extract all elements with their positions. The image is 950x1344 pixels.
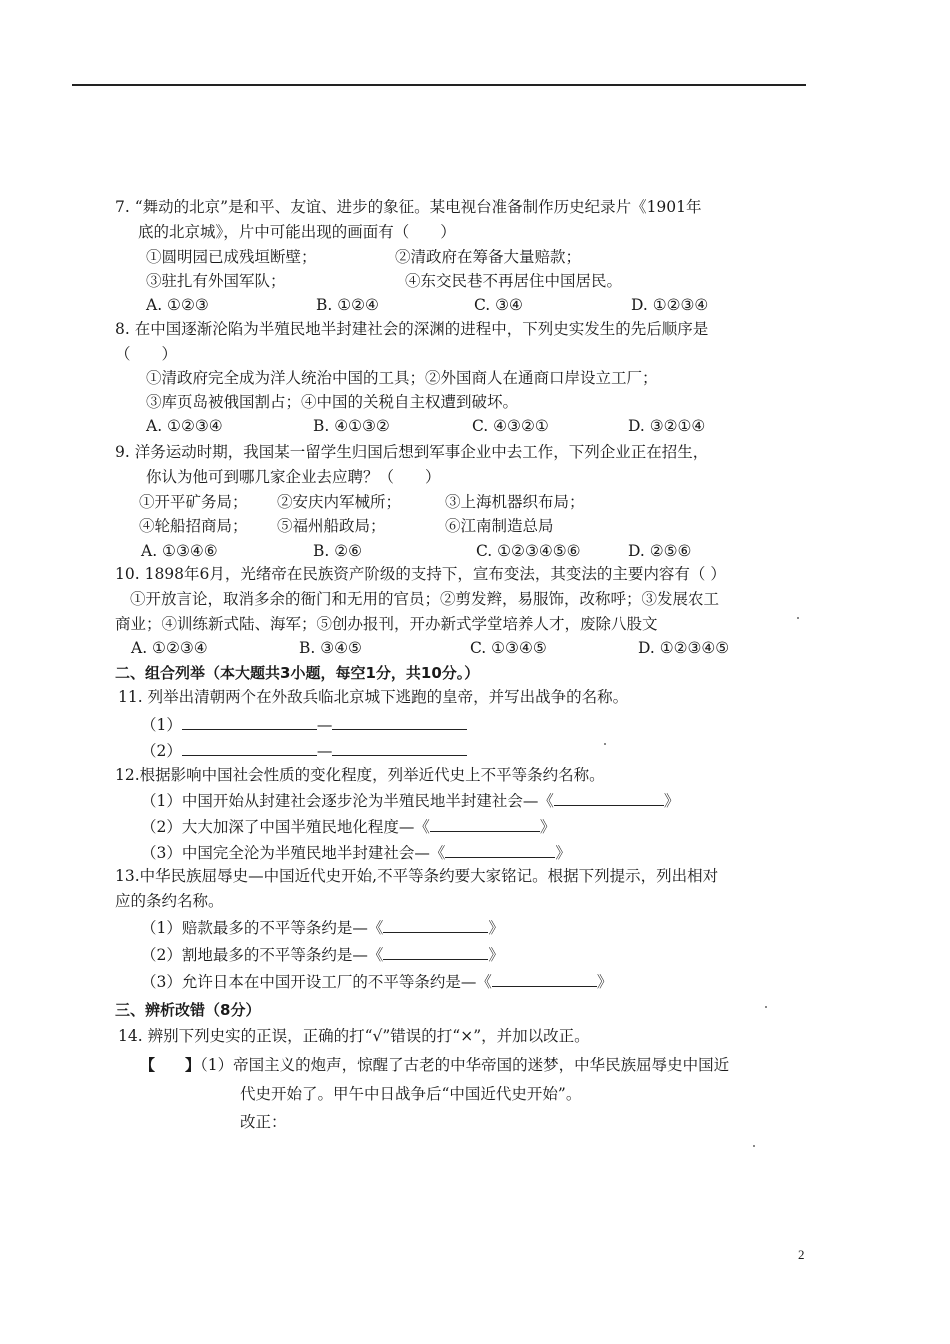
scan-speck bbox=[604, 743, 606, 745]
q11-dash-2: — bbox=[316, 742, 333, 760]
q13-item-1-text: （1）赔款最多的不平等条约是—《 bbox=[141, 919, 384, 937]
q8-item-line2: ③库页岛被俄国割占；④中国的关税自主权遭到破坏。 bbox=[146, 393, 519, 411]
q7-choice-d: D. ①②③④ bbox=[631, 296, 709, 314]
q7-option-4: ④东交民巷不再居住中国居民。 bbox=[405, 272, 623, 290]
section-3-heading: 三、辨析改错（8分） bbox=[115, 1001, 261, 1019]
scan-speck bbox=[765, 1006, 767, 1008]
q8-choice-a: A. ①②③④ bbox=[146, 417, 223, 435]
q11-item-1-label: （1） bbox=[141, 716, 182, 734]
q9-stem-line2: 你认为他可到哪几家企业去应聘？（ ） bbox=[146, 468, 441, 486]
q7-stem-line2: 底的北京城》，片中可能出现的画面有（ ） bbox=[138, 223, 456, 241]
q14-item-1-line2: 代史开始了。甲午中日战争后“中国近代史开始”。 bbox=[240, 1085, 582, 1103]
q9-option-4: ④轮船招商局； bbox=[139, 517, 248, 535]
q7-choice-b: B. ①②④ bbox=[316, 296, 379, 314]
q9-option-2: ②安庆内军械所； bbox=[277, 493, 402, 511]
q13-item-3-text: （3）允许日本在中国开设工厂的不平等条约是—《 bbox=[141, 973, 492, 991]
q14-item-1-text: （1）帝国主义的炮声，惊醒了古老的中华帝国的迷梦，中华民族屈辱史中国近 bbox=[200, 1056, 730, 1074]
q14-judgement-bracket[interactable]: 【 】 bbox=[140, 1056, 201, 1074]
q11-item-2 bbox=[141, 739, 467, 762]
q11-item-2-label: （2） bbox=[141, 742, 182, 760]
q11-answer-2b[interactable] bbox=[332, 739, 467, 756]
scan-speck bbox=[797, 617, 799, 619]
q12-item-3 bbox=[141, 841, 571, 864]
header-rule bbox=[72, 84, 806, 86]
q11-stem: 11. 列举出清朝两个在外敌兵临北京城下逃跑的皇帝，并写出战争的名称。 bbox=[118, 688, 629, 706]
q10-choice-d: D. ①②③④⑤ bbox=[638, 639, 730, 657]
q12-item-3-text: （3）中国完全沦为半殖民地半封建社会—《 bbox=[141, 844, 446, 862]
q12-close-2: 》 bbox=[539, 818, 556, 836]
q7-choice-a: A. ①②③ bbox=[146, 296, 209, 314]
q12-item-2 bbox=[141, 815, 555, 838]
q11-answer-1a[interactable] bbox=[182, 713, 317, 730]
q9-stem-line1: 9. 洋务运动时期，我国某一留学生归国后想到军事企业中去工作，下列企业正在招生， bbox=[115, 443, 709, 461]
q10-choice-c: C. ①③④⑤ bbox=[470, 639, 547, 657]
q10-choice-b: B. ③④⑤ bbox=[299, 639, 362, 657]
q14-correction-label: 改正： bbox=[240, 1113, 287, 1131]
q8-choice-c: C. ④③②① bbox=[472, 417, 549, 435]
q13-stem-line2: 应的条约名称。 bbox=[115, 892, 224, 910]
q10-choice-a: A. ①②③④ bbox=[131, 639, 208, 657]
q12-item-1 bbox=[141, 789, 679, 812]
q12-answer-1[interactable] bbox=[554, 789, 664, 806]
q9-choice-d: D. ②⑤⑥ bbox=[628, 542, 692, 560]
q12-item-1-text: （1）中国开始从封建社会逐步沦为半殖民地半封建社会—《 bbox=[141, 792, 554, 810]
q9-choice-b: B. ②⑥ bbox=[313, 542, 363, 560]
section-2-heading: 二、组合列举（本大题共3小题，每空1分，共10分。） bbox=[115, 664, 480, 682]
q14-item-1-line1 bbox=[140, 1054, 729, 1076]
q10-item-line1: ①开放言论，取消多余的衙门和无用的官员；②剪发辫，易服饰，改称呼；③发展农工 bbox=[130, 590, 720, 608]
q12-item-2-text: （2）大大加深了中国半殖民地化程度—《 bbox=[141, 818, 430, 836]
q8-stem-line1: 8. 在中国逐渐沦陷为半殖民地半封建社会的深渊的进程中，下列史实发生的先后顺序是 bbox=[115, 320, 709, 338]
q12-answer-2[interactable] bbox=[430, 815, 540, 832]
q13-item-1 bbox=[141, 916, 504, 939]
q13-answer-3[interactable] bbox=[492, 970, 597, 987]
scan-speck bbox=[753, 1145, 755, 1147]
q12-answer-3[interactable] bbox=[445, 841, 555, 858]
q13-item-2 bbox=[141, 943, 504, 966]
q9-choice-c: C. ①②③④⑤⑥ bbox=[476, 542, 581, 560]
q13-item-3 bbox=[141, 970, 612, 993]
q11-item-1 bbox=[141, 713, 467, 736]
q7-option-1: ①圆明园已成残垣断壁； bbox=[146, 248, 317, 266]
q13-answer-1[interactable] bbox=[383, 916, 488, 933]
q14-stem: 14. 辨别下列史实的正误，正确的打“√”错误的打“×”，并加以改正。 bbox=[118, 1027, 590, 1045]
q9-option-1: ①开平矿务局； bbox=[139, 493, 248, 511]
q10-item-line2: 商业；④训练新式陆、海军；⑤创办报刊，开办新式学堂培养人才，废除八股文 bbox=[115, 615, 658, 633]
q13-close-2: 》 bbox=[488, 946, 504, 964]
q12-stem: 12.根据影响中国社会性质的变化程度，列举近代史上不平等条约名称。 bbox=[115, 766, 605, 784]
q11-answer-2a[interactable] bbox=[182, 739, 317, 756]
q10-stem-line1: 10. 1898年6月，光绪帝在民族资产阶级的支持下，宣布变法，其变法的主要内容有（ ） bbox=[115, 565, 726, 583]
q8-stem-line2: （ ） bbox=[115, 345, 178, 363]
q9-option-6: ⑥江南制造总局 bbox=[445, 517, 554, 535]
q12-close-1: 》 bbox=[663, 792, 680, 810]
q7-option-2: ②清政府在筹备大量赔款； bbox=[395, 248, 582, 266]
q7-stem-line1: 7. “舞动的北京”是和平、友谊、进步的象征。某电视台准备制作历史纪录片《1901年 bbox=[115, 198, 702, 216]
q8-choice-d: D. ③②①④ bbox=[628, 417, 706, 435]
q13-close-3: 》 bbox=[596, 973, 613, 991]
q13-item-2-text: （2）割地最多的不平等条约是—《 bbox=[141, 946, 384, 964]
q7-option-3: ③驻扎有外国军队； bbox=[146, 272, 286, 290]
q11-answer-1b[interactable] bbox=[332, 713, 467, 730]
q9-option-5: ⑤福州船政局； bbox=[277, 517, 386, 535]
q13-close-1: 》 bbox=[488, 919, 504, 937]
q9-choice-a: A. ①③④⑥ bbox=[141, 542, 218, 560]
q12-close-3: 》 bbox=[555, 844, 571, 862]
q9-option-3: ③上海机器织布局； bbox=[445, 493, 585, 511]
q7-choice-c: C. ③④ bbox=[474, 296, 523, 314]
q8-choice-b: B. ④①③② bbox=[313, 417, 390, 435]
q11-dash-1: — bbox=[316, 716, 333, 734]
q8-item-line1: ①清政府完全成为洋人统治中国的工具；②外国商人在通商口岸设立工厂； bbox=[146, 369, 658, 387]
q13-stem-line1: 13.中华民族屈辱史—中国近代史开始,不平等条约要大家铭记。根据下列提示，列出相对 bbox=[115, 867, 719, 885]
page-number: 2 bbox=[798, 1247, 805, 1262]
q13-answer-2[interactable] bbox=[383, 943, 488, 960]
